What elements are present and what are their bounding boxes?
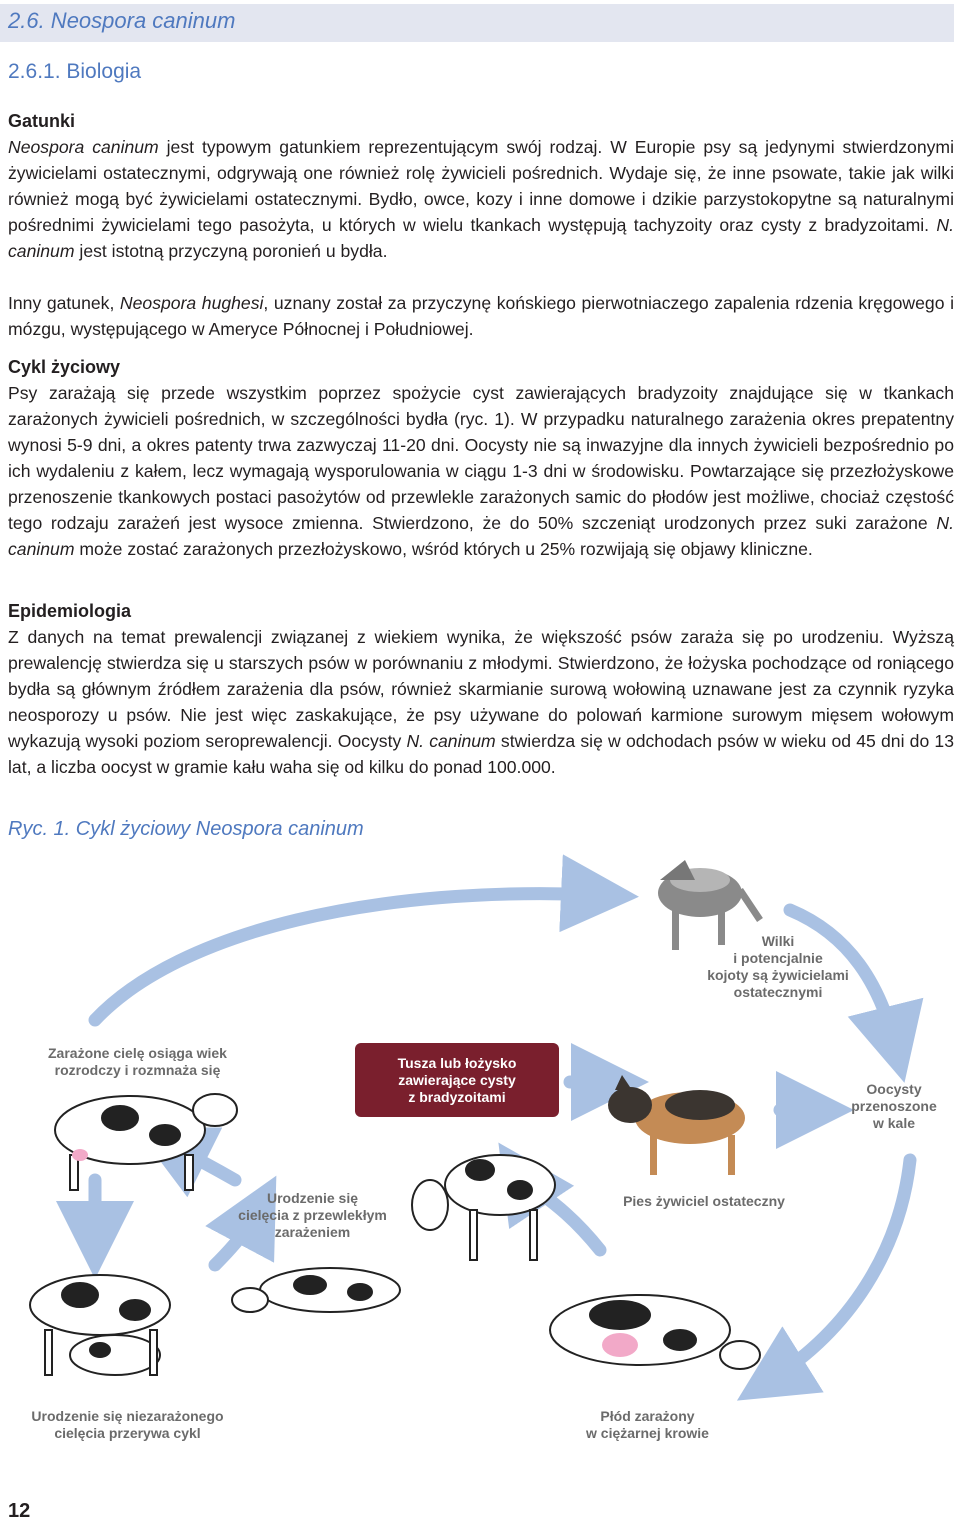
adult-cow-icon — [55, 1094, 237, 1190]
lifecycle-italic: N. caninum — [8, 513, 954, 559]
species-paragraph-2 — [8, 290, 954, 342]
oocysts-label: Oocysty przenoszone w kale — [851, 1081, 937, 1131]
fetus-label: Płód zarażony w ciężarnej krowie — [586, 1408, 709, 1441]
species-abbrev-italic: N. caninum — [8, 215, 954, 261]
cow-with-calf-icon — [30, 1275, 170, 1375]
dog-label: Pies żywiciel ostateczny — [623, 1193, 785, 1209]
uninfected-birth-label: Urodzenie się niezarażonego cielęcia przerywa cykl — [31, 1408, 224, 1441]
epidemiology-text: Z danych na temat prewalencji związanej z wiekiem wynika, że większość psów zaraża się po urodzeniu. Wyższą prewalencję stwierdza się u starszych psów w porównaniu z młodymi. Stwierdzono, że łożyska pochodzące od roniącego bydła są głównym źródłem zarażenia dla psów, również skarmianie surową wołowiną uznawane jest za czynnik ryzyka neosporozy u psów. Nie jest więc zaskakujące, że psy używane do polowań karmione surowym mięsem wołowym wykazują wysoki poziom seroprewalencji. Oocysty — [8, 627, 954, 751]
calf-grows-label: Zarażone cielę osiąga wiek rozrodczy i rozmnaża się — [48, 1045, 227, 1078]
epidemiology-paragraph — [8, 624, 954, 780]
lifecycle-text: Psy zarażają się przede wszystkim poprzez spożycie cyst zawierających bradyzoity znajdujące się w tkankach zarażonych żywicieli pośrednich, w szczególności bydła (ryc. 1). W przypadku naturalnego zarażenia okres prepatentny wynosi 5-9 dni, a okres patenty trwa zazwyczaj 11-20 dni. Oocysty nie są inwazyjne dla innych żywicieli bezpośrednio po ich wydaleniu z kałem, lecz wymagają wysporulowania w ciągu 1-3 dni w środowisku. Powtarzające się przezłożyskowe przenoszenie tkankowych postaci pasożytów od przewlekle zarażonych samic do płodów jest możliwe, chociaż częstość tego rodzaju zarażeń jest wysoce zmienna. Stwierdzono, że do 50% szczeniąt urodzonych przez suki zarażone — [8, 383, 954, 533]
epidemiology-italic: N. caninum — [406, 731, 496, 751]
standing-calf-icon — [412, 1155, 555, 1260]
dog-icon — [608, 1075, 745, 1175]
arrow-calf-to-wolf — [95, 894, 600, 1020]
species-block-2 — [8, 290, 954, 342]
species-text-end: jest istotną przyczyną poronień u bydła. — [74, 241, 388, 261]
species-heading: Gatunki — [8, 111, 76, 131]
carcass-label-box — [355, 1043, 559, 1117]
species-name-italic: Neospora caninum — [8, 137, 159, 157]
pregnant-cow-icon — [550, 1295, 760, 1369]
lifecycle-block — [8, 354, 954, 562]
species-paragraph-1 — [8, 134, 954, 264]
species-block — [8, 108, 954, 264]
wolf-label: Wilki i potencjalnie kojoty są żywicielami ostatecznymi — [707, 933, 849, 1000]
epidemiology-block — [8, 598, 954, 780]
epidemiology-text-end: stwierdza się w odchodach psów w wieku od 45 dni do 13 lat, a liczba oocyst w gramie kału waha się od kilku do ponad 100.000. — [8, 731, 954, 777]
lifecycle-text-end: może zostać zarażonych przezłożyskowo, wśród których u 25% rozwijają się objawy kliniczne. — [74, 539, 813, 559]
species2-name-italic: Neospora hughesi — [119, 293, 264, 313]
species2-text: , uznany został za przyczynę końskiego pierwotniaczego zapalenia rdzenia kręgowego i mózgu, występującego w Ameryce Północnej i Południowej. — [8, 293, 954, 339]
species2-text-start: Inny gatunek, — [8, 293, 120, 313]
section-title: 2.6. Neospora caninum — [8, 8, 236, 33]
subsection-title: 2.6.1. Biologia — [8, 60, 142, 83]
lying-calf-icon — [232, 1268, 400, 1312]
lifecycle-paragraph — [8, 380, 954, 562]
lifecycle-heading: Cykl życiowy — [8, 357, 121, 377]
epidemiology-heading: Epidemiologia — [8, 601, 132, 621]
carcass-label: Tusza lub łożysko zawierające cysty z bradyzoitami — [397, 1054, 517, 1105]
species-text: jest typowym gatunkiem reprezentującym swój rodzaj. W Europie psy są jedynymi stwierdzonymi żywicielami ostatecznymi, odgrywają one również rolę żywicieli pośrednich. Wydaje się, że inne psowate, takie jak wilki również mogą być żywicielami ostatecznymi. Bydło, owce, kozy i inne domowe i dzikie parzystokopytne są naturalnymi pośrednimi żywicielami tego pasożyta, u których w wielu tkankach występują tachyzoity oraz cysty z bradyzoitami. — [8, 137, 954, 235]
page-number: 12 — [8, 1500, 31, 1522]
infected-birth-label: Urodzenie się cielęcia z przewlekłym zarażeniem — [238, 1190, 387, 1240]
figure-caption: Ryc. 1. Cykl życiowy Neospora caninum — [8, 818, 364, 840]
